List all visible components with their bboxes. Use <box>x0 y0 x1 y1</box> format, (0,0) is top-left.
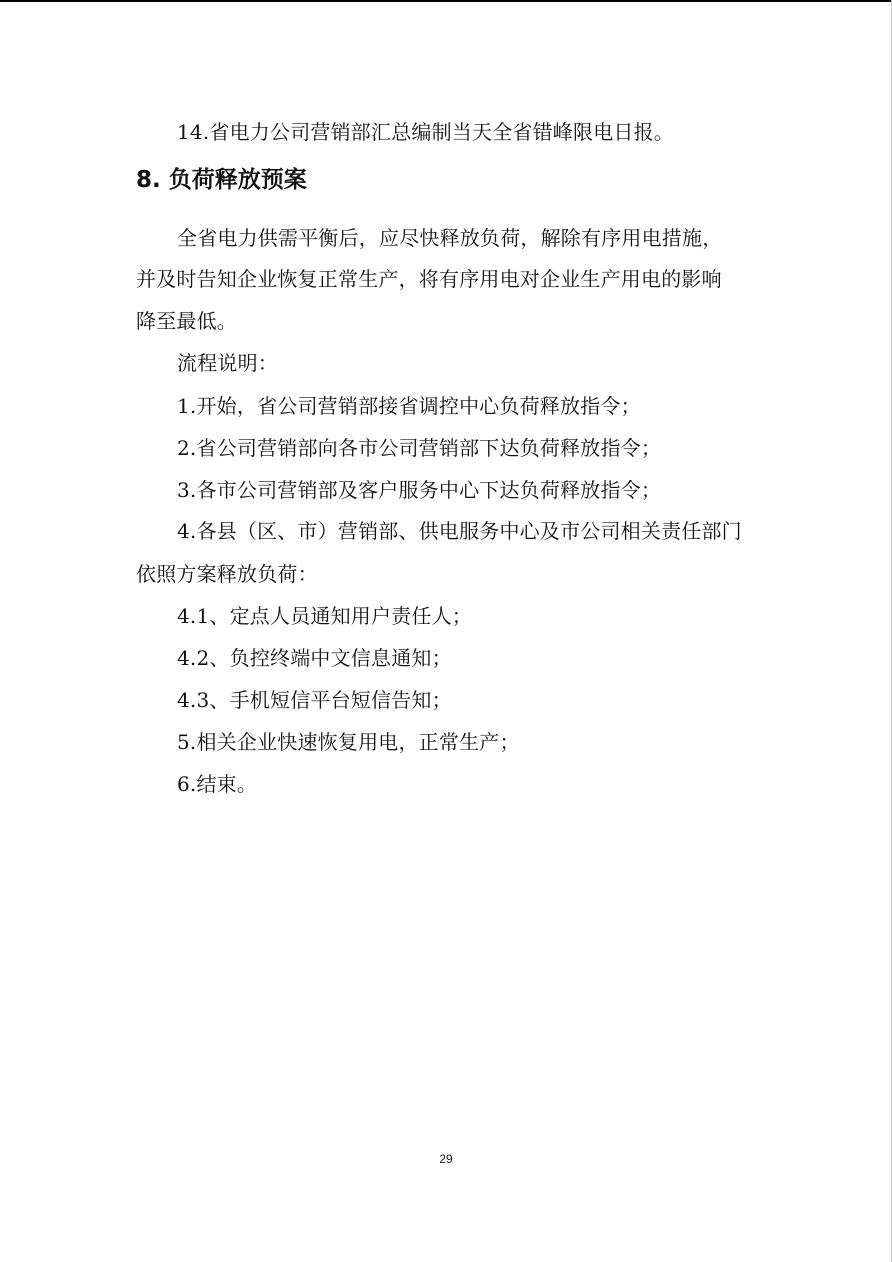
step-1: 1.开始，省公司营销部接省调控中心负荷释放指令； <box>177 394 641 418</box>
step-4-3: 4.3、手机短信平台短信告知； <box>177 688 452 712</box>
intro-line-2: 并及时告知企业恢复正常生产，将有序用电对企业生产用电的影响 <box>136 267 722 291</box>
item-14-text: 14.省电力公司营销部汇总编制当天全省错峰限电日报。 <box>177 120 675 144</box>
intro-line-3: 降至最低。 <box>136 309 237 333</box>
process-label: 流程说明： <box>177 351 278 375</box>
step-6: 6.结束。 <box>177 772 258 796</box>
step-4-line-2: 依照方案释放负荷： <box>136 562 318 586</box>
step-5: 5.相关企业快速恢复用电，正常生产； <box>177 730 520 754</box>
page-number: 29 <box>439 1152 453 1166</box>
section-heading: 8. 负荷释放预案 <box>136 167 307 193</box>
step-2: 2.省公司营销部向各市公司营销部下达负荷释放指令； <box>177 436 662 460</box>
page-top-border <box>0 0 892 2</box>
step-3: 3.各市公司营销部及客户服务中心下达负荷释放指令； <box>177 478 662 502</box>
intro-line-1: 全省电力供需平衡后，应尽快释放负荷，解除有序用电措施， <box>177 226 723 250</box>
step-4-2: 4.2、负控终端中文信息通知； <box>177 646 452 670</box>
step-4-1: 4.1、定点人员通知用户责任人； <box>177 604 473 628</box>
step-4-line-1: 4.各县（区、市）营销部、供电服务中心及市公司相关责任部门 <box>177 519 742 543</box>
